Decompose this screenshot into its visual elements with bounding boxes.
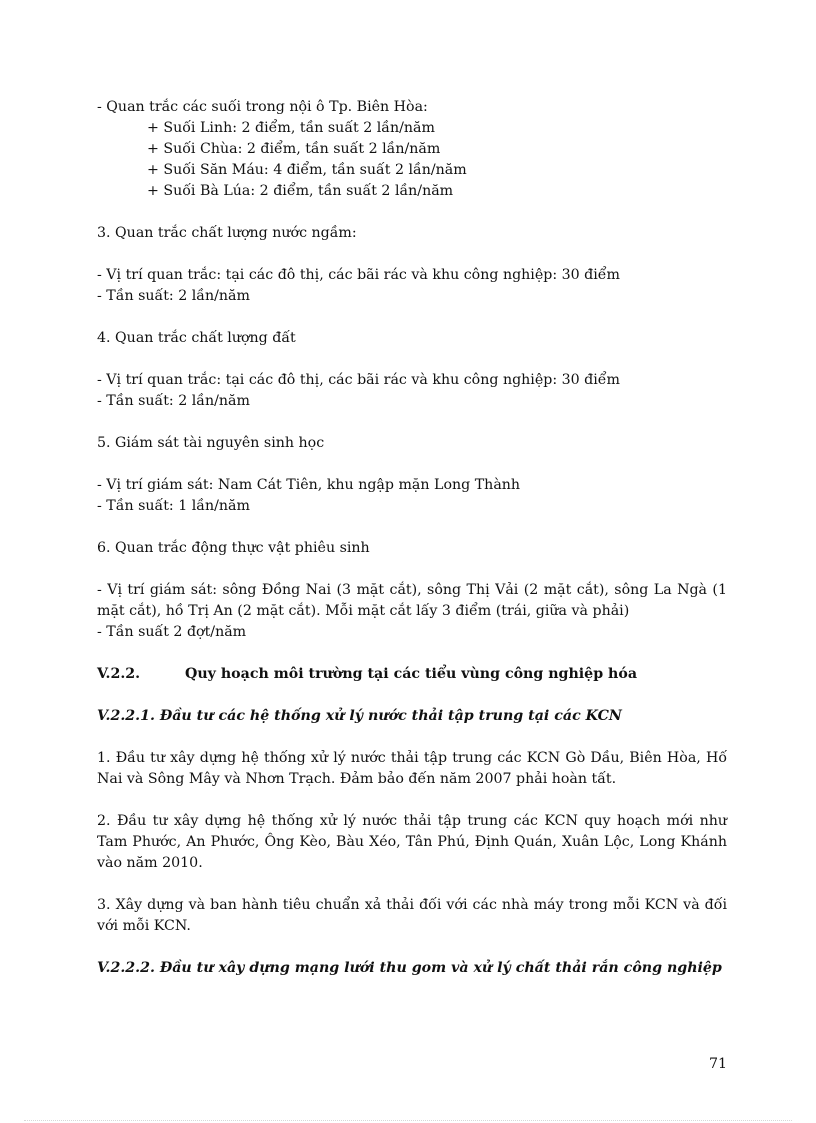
groundwater-frequency: - Tần suất: 2 lần/năm (97, 288, 250, 304)
subsection-1-title: V.2.2.1. Đầu tư các hệ thống xử lý nước thải tập trung tại các KCN (97, 708, 622, 724)
plankton-location: - Vị trí giám sát: sông Đồng Nai (3 mặt cắt), sông Thị Vải (2 mặt cắt), sông La Ngà (1 mặt cắt), hồ Trị An (2 mặt cắt). Mỗi mặt cắt lấy 3 điểm (trái, giữa và phải) (97, 582, 727, 619)
soil-frequency: - Tần suất: 2 lần/năm (97, 393, 250, 409)
stream-item: + Suối Chùa: 2 điểm, tần suất 2 lần/năm (147, 141, 441, 157)
subsection-1-item: 1. Đầu tư xây dựng hệ thống xử lý nước thải tập trung các KCN Gò Dầu, Biên Hòa, Hố Nai và Sông Mây và Nhơn Trạch. Đảm bảo đến năm 2007 phải hoàn tất. (97, 750, 727, 787)
groundwater-location: - Vị trí quan trắc: tại các đô thị, các bãi rác và khu công nghiệp: 30 điểm (97, 267, 620, 283)
stream-item: + Suối Linh: 2 điểm, tần suất 2 lần/năm (147, 120, 435, 136)
plankton-heading: 6. Quan trắc động thực vật phiêu sinh (97, 540, 370, 556)
subsection-1-item: 3. Xây dựng và ban hành tiêu chuẩn xả thải đối với các nhà máy trong mỗi KCN và đối với mỗi KCN. (97, 897, 727, 934)
footer-divider (24, 1120, 792, 1121)
bio-frequency: - Tần suất: 1 lần/năm (97, 498, 250, 514)
section-number: V.2.2. (97, 666, 141, 682)
bio-heading: 5. Giám sát tài nguyên sinh học (97, 435, 325, 451)
soil-location: - Vị trí quan trắc: tại các đô thị, các bãi rác và khu công nghiệp: 30 điểm (97, 372, 620, 388)
bio-location: - Vị trí giám sát: Nam Cát Tiên, khu ngập mặn Long Thành (97, 477, 521, 493)
subsection-2-title: V.2.2.2. Đầu tư xây dựng mạng lưới thu gom và xử lý chất thải rắn công nghiệp (97, 960, 722, 976)
subsection-1-item: 2. Đầu tư xây dựng hệ thống xử lý nước thải tập trung các KCN quy hoạch mới như Tam Phước, An Phước, Ông Kèo, Bàu Xéo, Tân Phú, Định Quán, Xuân Lộc, Long Khánh vào năm 2010. (97, 813, 727, 871)
streams-intro: - Quan trắc các suối trong nội ô Tp. Biên Hòa: (97, 99, 428, 115)
soil-heading: 4. Quan trắc chất lượng đất (97, 330, 296, 346)
plankton-frequency: - Tần suất 2 đợt/năm (97, 624, 247, 640)
page-number: 71 (708, 1056, 727, 1072)
section-heading (97, 664, 727, 685)
groundwater-heading: 3. Quan trắc chất lượng nước ngầm: (97, 225, 357, 241)
page-content (97, 97, 727, 979)
section-title: Quy hoạch môi trường tại các tiểu vùng công nghiệp hóa (185, 666, 638, 682)
stream-item: + Suối Bà Lúa: 2 điểm, tần suất 2 lần/năm (147, 183, 454, 199)
stream-item: + Suối Săn Máu: 4 điểm, tần suất 2 lần/năm (147, 162, 467, 178)
